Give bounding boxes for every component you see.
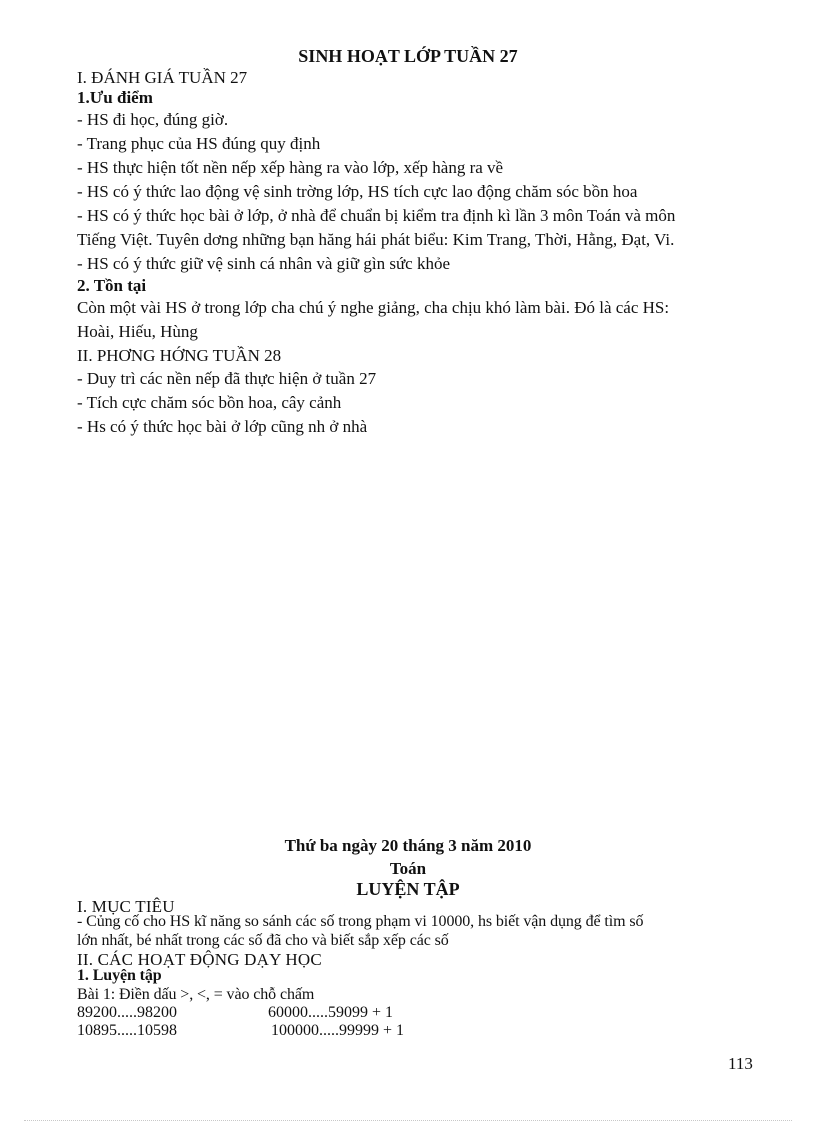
plan-item: - Duy trì các nền nếp đã thực hiện ở tuần 27 — [77, 369, 377, 388]
heading-direction: II. PHƠNG HỚNG TUẦN 28 — [77, 346, 282, 365]
page-title: SINH HOẠT LỚP TUẦN 27 — [298, 46, 518, 66]
heading-evaluation: I. ĐÁNH GIÁ TUẦN 27 — [77, 68, 248, 87]
strength-item: - Trang phục của HS đúng quy định — [77, 134, 321, 153]
lesson-title: LUYỆN TẬP — [356, 879, 460, 899]
plan-item: - Hs có ý thức học bài ở lớp cũng nh ở nhà — [77, 417, 368, 436]
weakness-text: Còn một vài HS ở trong lớp cha chú ý nghe giảng, cha chịu khó làm bài. Đó là các HS: — [77, 298, 670, 317]
strength-item: Tiếng Việt. Tuyên dơng những bạn hăng hái phát biểu: Kim Trang, Thời, Hằng, Đạt, Vi. — [77, 230, 675, 249]
page-bottom-divider — [24, 1120, 792, 1121]
strength-item: - HS thực hiện tốt nền nếp xếp hàng ra vào lớp, xếp hàng ra về — [77, 158, 504, 177]
exercise-1-instruction: Bài 1: Điền dấu >, <, = vào chỗ chấm — [77, 986, 315, 1003]
comparison-left: 10895.....10598 — [77, 1022, 177, 1039]
page-number: 113 — [728, 1054, 753, 1073]
comparison-right: 60000.....59099 + 1 — [268, 1004, 394, 1021]
strength-item: - HS có ý thức giữ vệ sinh cá nhân và giữ gìn sức khỏe — [77, 254, 451, 273]
heading-activities: II. CÁC HOẠT ĐỘNG DẠY HỌC — [77, 950, 322, 969]
heading-strengths: 1.Ưu điểm — [77, 88, 153, 107]
goal-text: lớn nhất, bé nhất trong các số đã cho và biết sắp xếp các số — [77, 932, 449, 949]
strength-item: - HS đi học, đúng giờ. — [77, 110, 229, 129]
lesson-date: Thứ ba ngày 20 tháng 3 năm 2010 — [284, 836, 532, 855]
lesson-subject: Toán — [389, 859, 427, 878]
heading-weakness: 2. Tồn tại — [77, 276, 147, 295]
comparison-right: 100000.....99999 + 1 — [271, 1022, 405, 1039]
comparison-left: 89200.....98200 — [77, 1004, 177, 1021]
weakness-text: Hoài, Hiếu, Hùng — [77, 322, 198, 341]
strength-item: - HS có ý thức lao động vệ sinh trờng lớp, HS tích cực lao động chăm sóc bồn hoa — [77, 182, 638, 201]
heading-goals: I. MỤC TIÊU — [77, 897, 175, 916]
strength-item: - HS có ý thức học bài ở lớp, ở nhà để chuẩn bị kiểm tra định kì lần 3 môn Toán và môn — [77, 206, 676, 225]
heading-practice: 1. Luyện tập — [77, 967, 162, 984]
goal-text: - Củng cố cho HS kĩ năng so sánh các số trong phạm vi 10000, hs biết vận dụng để tìm số — [77, 913, 644, 930]
plan-item: - Tích cực chăm sóc bồn hoa, cây cảnh — [77, 393, 342, 412]
